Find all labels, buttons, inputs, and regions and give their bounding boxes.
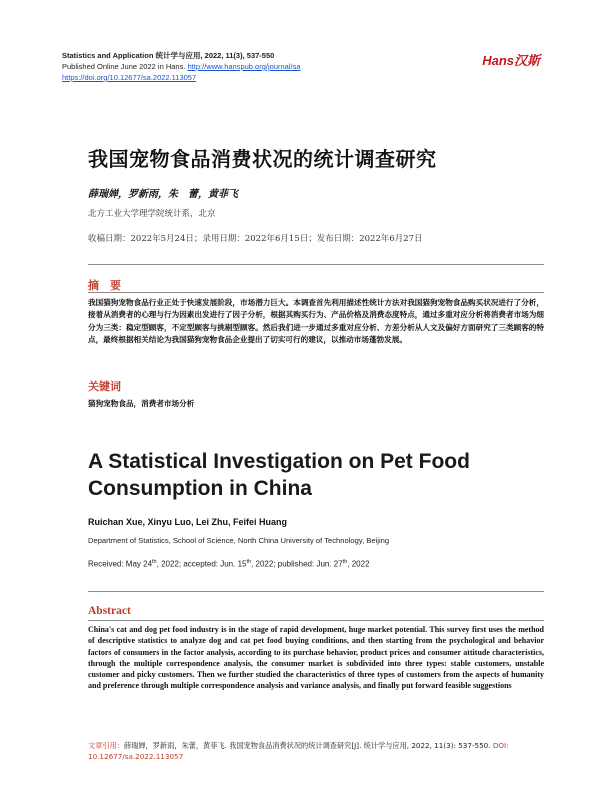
- divider-top: [88, 264, 544, 265]
- th-sup: th: [152, 559, 157, 565]
- citation-footer: [88, 740, 544, 762]
- published-line: [62, 61, 482, 72]
- published-text: , 2022; published: Jun. 27: [251, 559, 343, 569]
- citation-text: 薛瑞婵，罗新雨，朱蕾，黄菲飞. 我国宠物食品消费状况的统计调查研究[J]. 统计学与应用, 2022, 11(3): 537-550.: [123, 741, 491, 750]
- year-end-text: , 2022: [347, 559, 370, 569]
- chinese-title: 我国宠物食品消费状况的统计调查研究: [88, 147, 437, 171]
- th-sup: th: [342, 559, 348, 565]
- chinese-keywords: 猫狗宠物食品，消费者市场分析: [88, 399, 195, 408]
- chinese-dates: 收稿日期：2022年5月24日；录用日期：2022年6月15日；发布日期：2022年6月27日: [88, 234, 423, 244]
- divider-english-abstract: [88, 620, 544, 621]
- chinese-authors: 薛瑞婵，罗新雨，朱 蕾，黄菲飞: [88, 189, 238, 200]
- chinese-abstract: 我国猫狗宠物食品行业正处于快速发展阶段，市场潜力巨大。本调查首先利用描述性统计方法对我国猫狗宠物食品购买状况进行了分析，接着从消费者的心理与行为因素出发进行了因子分析，根据其购买行为、产品价格及消费态度特点，通过多重对应分析将消费者市场为细分为三类：稳定型顾客，不定型顾客与挑剔型顾客。然后我们进一步通过多重对应分析、方差分析从人文及偏好方面研究了三类顾客的特点，最终根据相关结论为我国猫狗宠物食品企业提出了切实可行的建议，以推动市场蓬勃发展。: [88, 298, 544, 345]
- english-dates: [88, 559, 370, 569]
- citation-label: 文章引用：: [88, 741, 124, 750]
- english-abstract-heading: Abstract: [88, 605, 131, 617]
- journal-url-link[interactable]: http://www.hanspub.org/journal/sa: [187, 62, 301, 71]
- published-prefix: Published Online June 2022 in Hans.: [62, 62, 188, 71]
- english-title: A Statistical Investigation on Pet Food Consumption in China: [88, 450, 470, 500]
- doi-text[interactable]: DOI: 10.12677/sa.2022.113057: [88, 741, 509, 761]
- chinese-keywords-heading: 关键词: [88, 380, 121, 393]
- accepted-text: , 2022; accepted: Jun. 15: [156, 559, 247, 569]
- chinese-abstract-heading: 摘 要: [88, 279, 121, 292]
- chinese-affiliation: 北方工业大学理学院统计系，北京: [88, 209, 216, 219]
- received-text: Received: May 24: [88, 559, 153, 569]
- english-abstract: China's cat and dog pet food industry is in the stage of rapid development, huge market potential. This survey first uses the method of descriptive statistics to analyze dog and cat pet food buying conditions, and then starting from the psychological and behavior factors of consumers in the factor analysis, according to its purchase behavior, product prices and consumer attitude characteristics, through the multiple correspondence analysis, the consumer market is subdivided into three types: stable customers, unstable customer and picky customers. Then we further studied the characteristics of three types of customers from the aspects of humanity and preference through multiple correspondence analysis and variance analysis, and finally put forward feasible suggestions: [88, 625, 544, 691]
- hans-logo: Hans汉斯: [482, 53, 540, 68]
- th-sup: th: [246, 559, 252, 565]
- english-authors: Ruichan Xue, Xinyu Luo, Lei Zhu, Feifei Huang: [88, 517, 288, 527]
- english-affiliation: Department of Statistics, School of Science, North China University of Technology, Beijing: [88, 536, 390, 545]
- divider-abstract: [88, 292, 544, 293]
- divider-english: [88, 591, 544, 592]
- doi-url-link[interactable]: https://doi.org/10.12677/sa.2022.113057: [62, 73, 197, 82]
- journal-line: Statistics and Application 统计学与应用, 2022, 11(3), 537-550: [62, 51, 275, 60]
- journal-header: [62, 50, 482, 83]
